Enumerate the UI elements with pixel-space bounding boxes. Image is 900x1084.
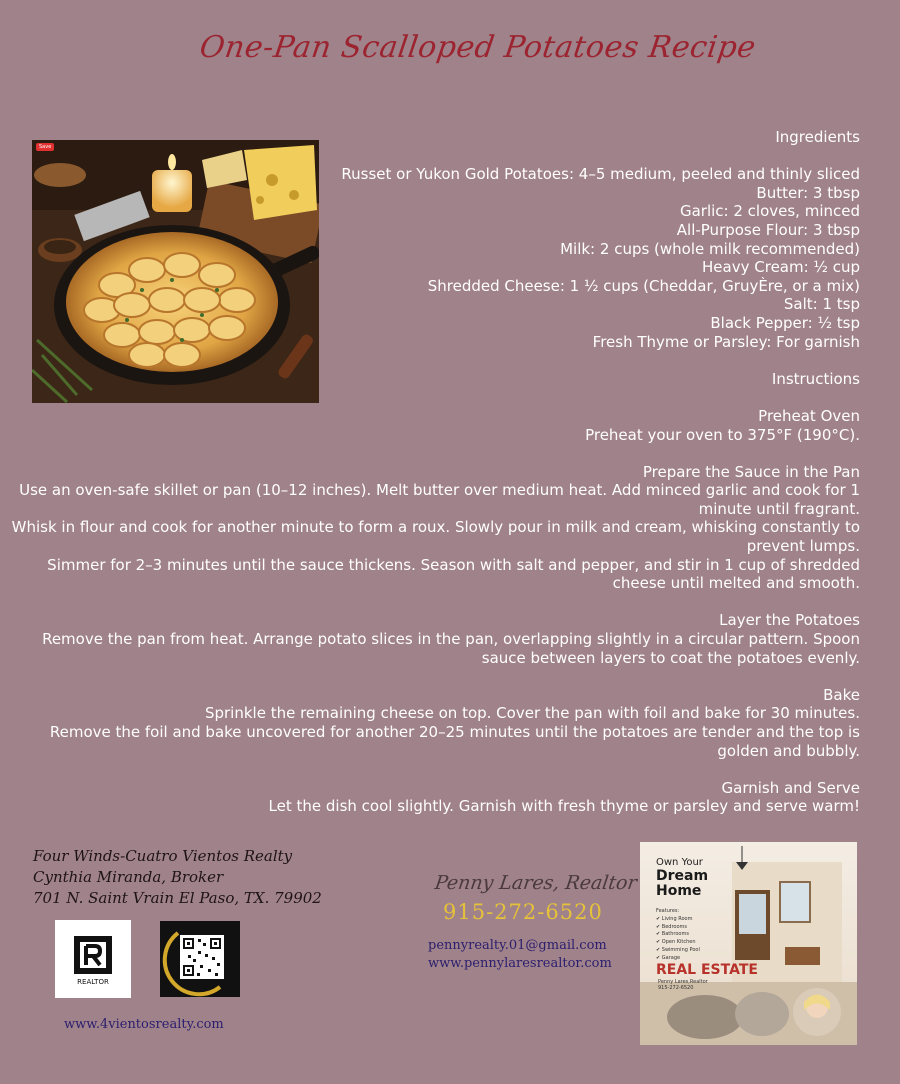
- agency-name: Four Winds-Cuatro Vientos Realty: [33, 847, 293, 865]
- ad-agent: [658, 979, 708, 991]
- ad-feature: ✔ Open Kitchen: [656, 939, 696, 946]
- ad-features: [656, 908, 700, 963]
- page-title: One-Pan Scalloped Potatoes Recipe: [197, 30, 759, 65]
- recipe-line: cheese until melted and smooth.: [612, 574, 860, 593]
- recipe-line: Preheat Oven: [758, 406, 860, 425]
- recipe-line: Prepare the Sauce in the Pan: [642, 462, 860, 481]
- recipe-line: Instructions: [771, 369, 860, 388]
- ad-feature: ✔ Living Room: [656, 915, 693, 922]
- recipe-line: golden and bubbly.: [717, 741, 860, 760]
- line-gap: [10, 351, 860, 370]
- line-gap: [10, 667, 860, 686]
- dream-home-ad: [640, 842, 857, 1045]
- recipe-line: Milk: 2 cups (whole milk recommended): [560, 239, 860, 258]
- recipe-line: Preheat your oven to 375°F (190°C).: [585, 425, 860, 444]
- recipe-line: All-Purpose Flour: 3 tbsp: [676, 220, 860, 239]
- ad-features-label: Features:: [656, 908, 680, 914]
- ad-dream-home: [656, 869, 708, 899]
- recipe-line: Layer the Potatoes: [719, 611, 860, 630]
- ad-feature: ✔ Swimming Pool: [656, 946, 700, 953]
- ad-real-estate: REAL ESTATE: [656, 962, 758, 978]
- recipe-line: sauce between layers to coat the potatoes evenly.: [481, 648, 860, 667]
- realtor-logo-text: REALTOR: [77, 978, 109, 986]
- recipe-line: Shredded Cheese: 1 ½ cups (Cheddar, GruyÈre, or a mix): [427, 276, 860, 295]
- recipe-line: Sprinkle the remaining cheese on top. Cover the pan with foil and bake for 30 minutes.: [204, 704, 860, 723]
- recipe-line: Whisk in flour and cook for another minute to form a roux. Slowly pour in milk and cream, whisking constantly to: [11, 518, 860, 537]
- agency-website[interactable]: www.4vientosrealty.com: [64, 1017, 224, 1032]
- line-gap: [10, 593, 860, 612]
- agency-address: 701 N. Saint Vrain El Paso, TX. 79902: [33, 889, 322, 907]
- line-gap: [10, 444, 860, 463]
- line-gap: [10, 388, 860, 407]
- ad-agent-phone: 915-272-6520: [658, 985, 694, 991]
- agent-email[interactable]: pennyrealty.01@gmail.com: [428, 938, 607, 953]
- recipe-line: Let the dish cool slightly. Garnish with fresh thyme or parsley and serve warm!: [268, 797, 860, 816]
- agency-info: [33, 846, 322, 909]
- ad-home: Home: [656, 883, 702, 899]
- recipe-line: Garnish and Serve: [721, 778, 860, 797]
- agent-phone[interactable]: 915-272-6520: [443, 900, 603, 924]
- recipe-text: [10, 128, 860, 816]
- recipe-line: Fresh Thyme or Parsley: For garnish: [592, 332, 860, 351]
- recipe-line: Use an oven-safe skillet or pan (10–12 inches). Melt butter over medium heat. Add minced garlic and cook for 1: [19, 481, 860, 500]
- broker-name: Cynthia Miranda, Broker: [33, 868, 224, 886]
- recipe-line: Russet or Yukon Gold Potatoes: 4–5 medium, peeled and thinly sliced: [341, 165, 860, 184]
- qr-code-icon: [160, 921, 240, 997]
- line-gap: [10, 760, 860, 779]
- recipe-line: prevent lumps.: [746, 537, 860, 556]
- agent-website[interactable]: www.pennylaresrealtor.com: [428, 956, 612, 971]
- recipe-line: Salt: 1 tsp: [783, 295, 860, 314]
- recipe-line: Black Pepper: ½ tsp: [710, 313, 860, 332]
- ad-agent-name: Penny Lares,Realtor: [658, 979, 708, 985]
- ad-dream: Dream: [656, 868, 709, 884]
- save-badge[interactable]: Save: [36, 143, 54, 151]
- line-gap: [10, 147, 860, 166]
- agent-name: Penny Lares, Realtor: [433, 872, 639, 894]
- ad-feature: ✔ Bathrooms: [656, 931, 689, 938]
- recipe-line: Ingredients: [775, 128, 860, 146]
- recipe-line: Garlic: 2 cloves, minced: [679, 202, 860, 221]
- recipe-line: minute until fragrant.: [698, 499, 860, 518]
- realtor-r-icon: [55, 920, 131, 998]
- recipe-line: Heavy Cream: ½ cup: [702, 258, 860, 277]
- ad-feature: ✔ Bedrooms: [656, 923, 688, 930]
- ad-own-your: Own Your: [656, 857, 703, 868]
- recipe-line: Bake: [823, 685, 860, 704]
- ad-feature: ✔ Garage: [656, 954, 681, 961]
- qr-code[interactable]: [160, 921, 240, 997]
- realtor-logo: [55, 920, 131, 998]
- recipe-line: Butter: 3 tbsp: [756, 183, 860, 202]
- recipe-line: Simmer for 2–3 minutes until the sauce thickens. Season with salt and pepper, and stir in 1 cup of shredded: [47, 555, 860, 574]
- recipe-line: Remove the foil and bake uncovered for another 20–25 minutes until the potatoes are tender and the top is: [49, 723, 860, 741]
- recipe-line: Remove the pan from heat. Arrange potato slices in the pan, overlapping slightly in a circular pattern. Spoon: [42, 630, 860, 649]
